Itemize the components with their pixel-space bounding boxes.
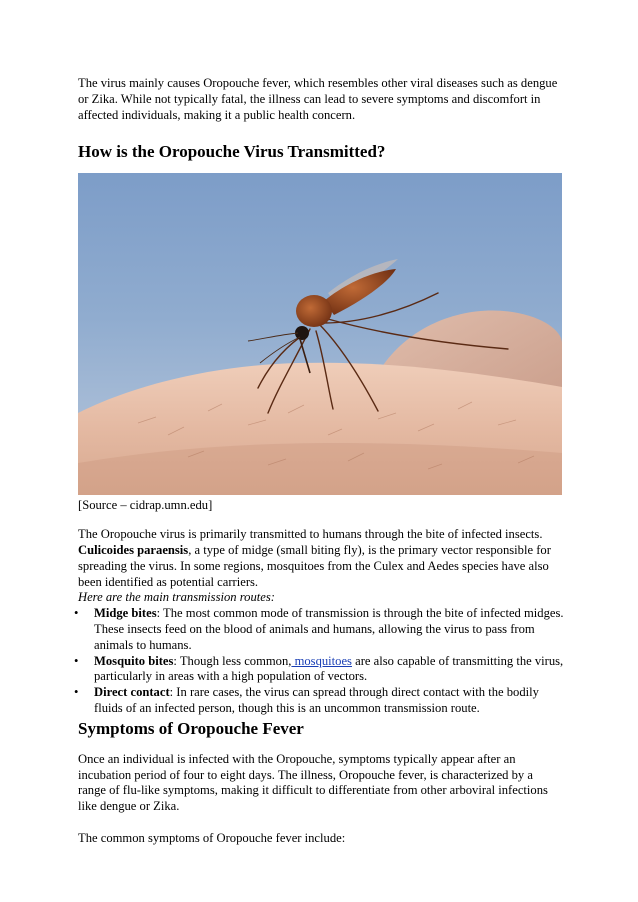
route-text: : In rare cases, the virus can spread through direct contact with the bodily fluids of an infected person, though this is an uncommon transmission route. — [94, 685, 539, 715]
route-term: Mosquito bites — [94, 653, 174, 668]
routes-intro: Here are the main transmission routes: — [78, 590, 275, 605]
bullet-icon: • — [74, 606, 79, 621]
route-term: Midge bites — [94, 606, 157, 621]
mosquito-photo — [78, 173, 562, 495]
document-page — [74, 76, 564, 847]
transmission-text-part1: The Oropouche virus is primarily transmitted to humans through the bite of infected insects. — [78, 527, 543, 542]
vector-species-name: Culicoides paraensis — [78, 542, 189, 557]
symptoms-list-intro: The common symptoms of Oropouche fever include: — [78, 830, 346, 845]
route-text: : The most common mode of transmission is through the bite of infected midges. These insects feed on the blood of animals and humans, allowing the virus to pass from animals to humans. — [94, 606, 564, 652]
transmission-routes-list — [74, 606, 564, 717]
list-item-mosquito-bites — [74, 653, 564, 686]
symptoms-paragraph: Once an individual is infected with the Oropouche, symptoms typically appear after an incubation period of four to eight days. The illness, Oropouche fever, is characterized by a range of flu-like symptoms, making it difficult to differentiate from other arboviral infections like dengue or Zika. — [78, 751, 548, 814]
heading-symptoms: Symptoms of Oropouche Fever — [78, 718, 304, 738]
route-text-continued: are also capable of transmitting the virus, particularly in areas with a high population of vectors. — [94, 653, 564, 684]
list-item-midge-bites — [74, 606, 564, 653]
image-source-caption: [Source – cidrap.umn.edu] — [78, 498, 213, 513]
mosquito-on-skin-illustration — [78, 173, 562, 495]
transmission-paragraph — [78, 527, 564, 590]
list-item-direct-contact — [74, 685, 564, 717]
intro-paragraph: The virus mainly causes Oropouche fever, which resembles other viral diseases such as dengue or Zika. While not typically fatal, the illness can lead to severe symptoms and discomfort in affected individuals, making it a public health concern. — [78, 76, 558, 122]
bullet-icon: • — [74, 653, 79, 668]
transmission-text-part2: , a type of midge (small biting fly), is the primary vector responsible for spreading the virus. In some regions, mosquitoes from the Culex and Aedes species have also been identified as potential carriers. — [78, 542, 551, 589]
mosquitoes-link[interactable]: mosquitoes — [291, 653, 352, 668]
heading-transmission: How is the Oropouche Virus Transmitted? — [78, 142, 386, 162]
bullet-icon: • — [74, 685, 79, 700]
route-text: : Though less common, — [173, 653, 292, 668]
route-term: Direct contact — [94, 685, 170, 700]
